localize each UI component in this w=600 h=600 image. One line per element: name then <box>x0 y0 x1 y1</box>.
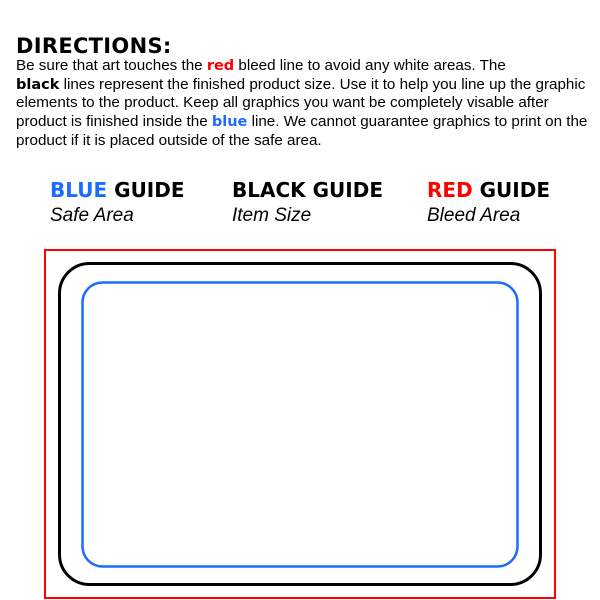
black-word: black <box>16 76 60 93</box>
blue-word: blue <box>211 114 248 131</box>
red-word: red <box>206 58 235 74</box>
guide-subtitle: Safe Area <box>50 205 134 226</box>
guide-color-word: RED <box>427 178 473 202</box>
text-part: lines represent the finished product size. Use it to help you line up the graphic elements to the product. Keep all graphics you want be completely visable after product is finished inside the <box>16 75 586 131</box>
guide-subtitle: Item Size <box>232 205 312 226</box>
black-item-size-line <box>60 264 541 585</box>
directions-title: DIRECTIONS: <box>16 34 172 58</box>
text-part: Be sure that art touches the <box>16 57 207 74</box>
blue-safe-area-line <box>83 283 518 567</box>
guide-word: GUIDE <box>472 178 550 202</box>
guide-word: GUIDE <box>107 178 185 202</box>
red-bleed-line <box>45 250 555 598</box>
guide-color-word: BLUE <box>50 178 108 202</box>
text-part: bleed line to avoid any white areas. The <box>234 57 506 74</box>
guide-word: GUIDE <box>305 178 383 202</box>
guide-subtitle: Bleed Area <box>427 205 521 226</box>
text-part: line. We cannot guarantee graphics to print on the product if it is placed outside of the safe area. <box>16 113 588 149</box>
guide-color-word: BLACK <box>232 178 306 202</box>
